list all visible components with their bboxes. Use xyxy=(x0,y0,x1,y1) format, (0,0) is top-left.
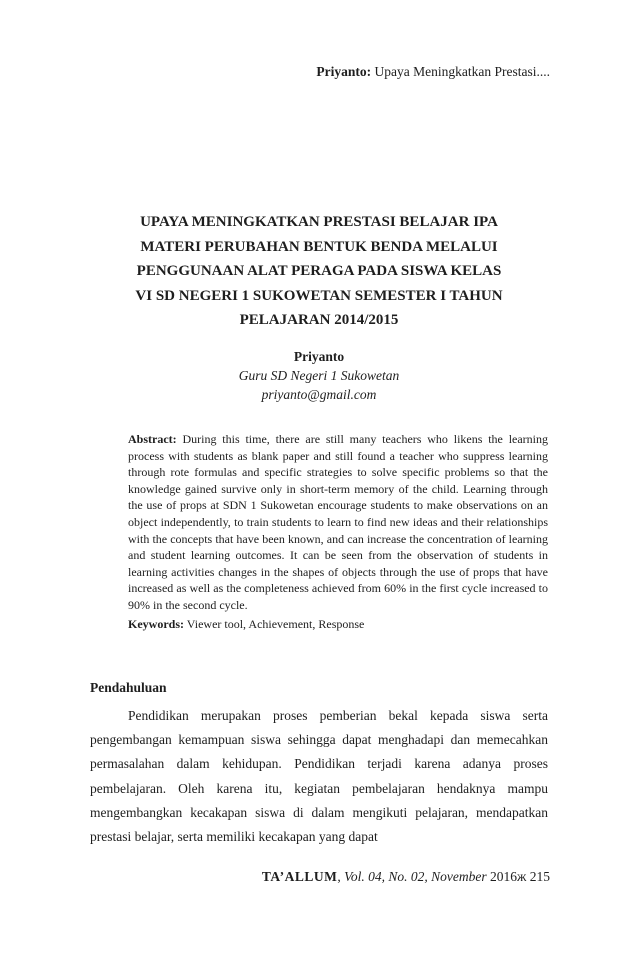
footer-volume: Vol. 04, No. 02, November xyxy=(344,869,487,884)
keywords xyxy=(128,616,548,633)
running-head-title: Upaya Meningkatkan Prestasi.... xyxy=(374,64,550,79)
title-line: PENGGUNAAN ALAT PERAGA PADA SISWA KELAS xyxy=(136,263,502,279)
keywords-text: Viewer tool, Achievement, Response xyxy=(186,616,365,631)
footer-page: 2016ж 215 xyxy=(490,869,550,884)
title-line: VI SD NEGERI 1 SUKOWETAN SEMESTER I TAHUN xyxy=(135,287,503,304)
footer-journal: TA’ALLUM xyxy=(261,869,338,884)
section-heading: Pendahuluan xyxy=(90,680,167,695)
running-head xyxy=(316,64,550,80)
abstract xyxy=(128,431,548,632)
body-paragraph: Pendidikan merupakan proses pemberian bekal kepada siswa serta pengembangan kemampuan siswa sehingga dapat menghadapi dan memecahkan permasalahan dalam kehidupan. Pendidikan terjadi karena adanya proses pembelajaran. Oleh karena itu, kegiatan pembelajaran hendaknya mampu mengembangkan kecakapan siswa di dalam mengikuti pelajaran, mendapatkan prestasi belajar, serta memiliki kecakapan yang dapat xyxy=(90,708,548,845)
author-affiliation: Guru SD Negeri 1 Sukowetan xyxy=(238,368,400,383)
author-email: priyanto@gmail.com xyxy=(261,387,377,402)
title-line: UPAYA MENINGKATKAN PRESTASI BELAJAR IPA xyxy=(140,214,498,230)
page-footer: TA’ALLUM, Vol. 04, No. 02, November 2016ж 215 xyxy=(261,869,550,884)
abstract-label: Abstract: xyxy=(128,432,177,446)
running-head-author: Priyanto: xyxy=(316,64,372,79)
title-line: MATERI PERUBAHAN BENTUK BENDA MELALUI xyxy=(140,238,498,255)
author-block xyxy=(90,347,548,404)
abstract-text: During this time, there are still many teachers who likens the learning process with students as blank paper and still found a teacher who suppress learning through rote formulas and specific strategies to solve specific problems so that the knowledge gained survive only in short-term memory of the child. Learning through the use of props at SDN 1 Sukowetan encourage students to make observations on an object independently, to train students to learn to find new ideas and their relationships with the concepts that have been known, and can increase the concentration of learning and student learning outcomes. It can be seen from the observation of students in learning activities changes in the shapes of objects through the use of props that have increased as well as the completeness achieved from 60% in the first cycle increased to 90% in the second cycle. xyxy=(128,432,549,612)
title-line: PELAJARAN 2014/2015 xyxy=(239,312,399,328)
author-name: Priyanto xyxy=(293,349,345,364)
paper-title xyxy=(90,210,548,333)
abstract-paragraph xyxy=(128,431,548,614)
keywords-label: Keywords: xyxy=(128,616,184,631)
